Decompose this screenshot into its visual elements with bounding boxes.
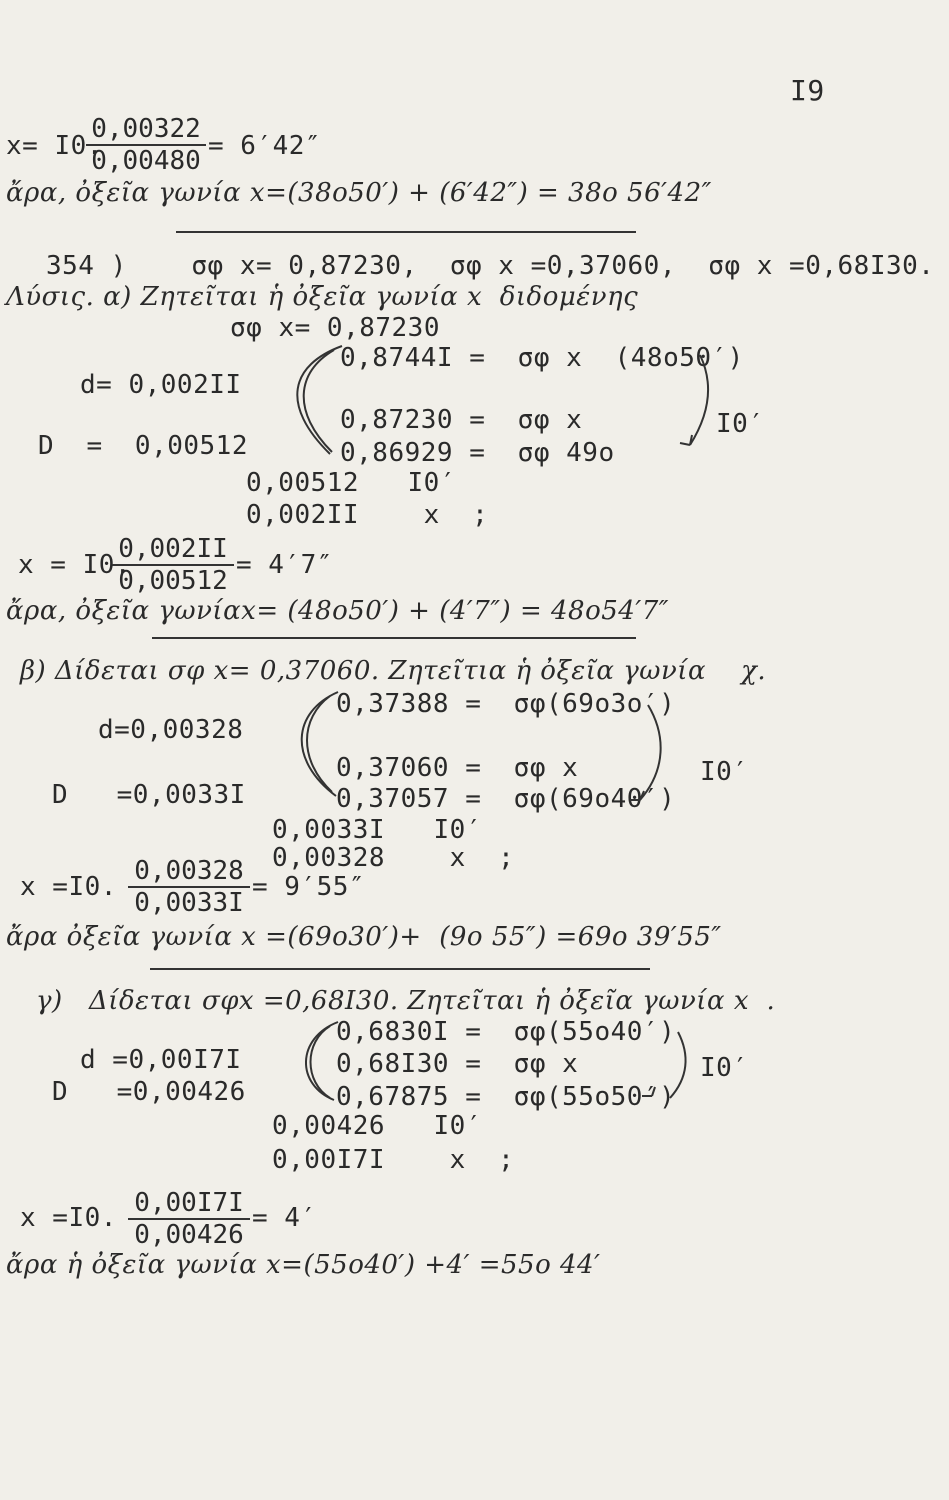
table-row: 0,37388 = σφ(69o3o′) [336, 689, 676, 719]
proportion-row: 0,00512 I0′ [246, 468, 456, 498]
right-bracket [640, 705, 661, 800]
table-row: 0,37060 = σφ x [336, 753, 579, 783]
difference-d: d=0,00328 [98, 715, 244, 745]
numerator: 0,00322 [86, 114, 206, 146]
interval-ten: I0′ [700, 757, 749, 787]
answer-line: ἄρα, ὀξεῖα γωνίαx= (48o50′) + (4′7″) = 48o54′7″ [6, 596, 669, 626]
x-prefix: x =I0. [20, 872, 117, 902]
denominator: 0,00480 [91, 146, 201, 176]
given-value: σφ x= 0,87230 [230, 313, 440, 343]
x-prefix: x = I0. [18, 550, 132, 580]
proportion-row: 0,00328 x ; [272, 843, 515, 873]
x-prefix: x= I0. [6, 131, 103, 161]
arrow-icon [680, 435, 692, 445]
answer-line: ἄρα ὀξεῖα γωνία x =(69o30′)+ (9o 55″) =69o 39′55″ [6, 922, 722, 952]
difference-D: D = 0,00512 [38, 431, 248, 461]
fraction-result: = 4′7″ [236, 550, 333, 580]
table-row: 0,86929 = σφ 49o [340, 438, 615, 468]
table-row: 0,6830I = σφ(55o40′) [336, 1017, 676, 1047]
right-bracket [690, 355, 708, 445]
difference-D: D =0,0033I [52, 780, 246, 810]
arrow-icon [642, 1087, 655, 1096]
proportion-row: 0,0033I I0′ [272, 815, 482, 845]
right-bracket [670, 1032, 686, 1098]
table-row: 0,37057 = σφ(69o40′) [336, 784, 676, 814]
exercise-header: 354 ) σφ x= 0,87230, σφ x =0,37060, σφ x =0,68I30. [46, 251, 935, 281]
part-header: γ) Δίδεται σφx =0,68I30. Ζητεῖται ἡ ὀξεῖα γωνία x . [36, 986, 776, 1016]
denominator: 0,0033I [134, 888, 244, 918]
fraction-result: = 6′42″ [208, 131, 322, 161]
x-prefix: x =I0. [20, 1203, 117, 1233]
page-number: I9 [790, 74, 825, 107]
numerator: 0,00I7I [128, 1188, 250, 1220]
difference-D: D =0,00426 [52, 1077, 246, 1107]
difference-d: d= 0,002II [80, 370, 242, 400]
fraction-result: = 4′ [252, 1203, 317, 1233]
left-bracket [311, 1026, 331, 1098]
interval-ten: I0′ [716, 409, 765, 439]
proportion-row: 0,002II x ; [246, 500, 489, 530]
numerator: 0,002II [112, 534, 234, 566]
table-row: 0,8744I = σφ x (48o50′) [340, 343, 744, 373]
interval-ten: I0′ [700, 1053, 749, 1083]
proportion-row: 0,00426 I0′ [272, 1111, 482, 1141]
proportion-row: 0,00I7I x ; [272, 1145, 515, 1175]
answer-line: ἄρα ἡ ὀξεῖα γωνία x=(55o40′) +4′ =55o 44′ [6, 1250, 601, 1280]
table-row: 0,68I30 = σφ x [336, 1049, 579, 1079]
part-header: β) Δίδεται σφ x= 0,37060. Ζητεῖτια ἡ ὀξεῖα γωνία χ. [20, 656, 767, 686]
fraction-result: = 9′55″ [252, 872, 366, 902]
numerator: 0,00328 [128, 856, 250, 888]
difference-d: d =0,00I7I [80, 1045, 242, 1075]
solution-intro: Λύσις. α) Ζητεῖται ἡ ὀξεῖα γωνία x διδομένης [6, 282, 639, 312]
left-bracket [307, 696, 332, 792]
table-row: 0,67875 = σφ(55o50′) [336, 1082, 676, 1112]
answer-line: ἄρα, ὀξεῖα γωνία x=(38o50′) + (6′42″) = 38o 56′42″ [6, 178, 712, 208]
denominator: 0,00512 [118, 566, 228, 596]
denominator: 0,00426 [134, 1220, 244, 1250]
table-row: 0,87230 = σφ x [340, 405, 583, 435]
